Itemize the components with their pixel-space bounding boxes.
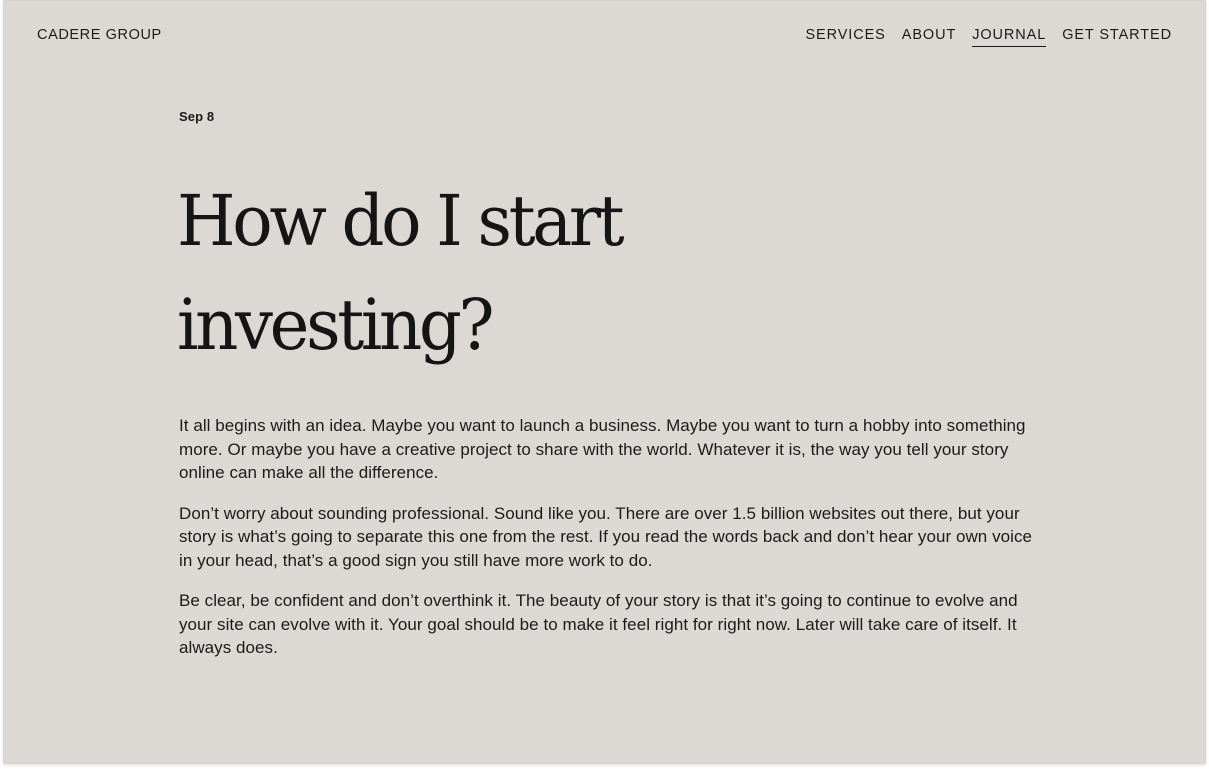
post-paragraph: Don’t worry about sounding professional. Sound like you. There are over 1.5 billion websites out there, but your story is what’s going to separate this one from the rest. If you read the words back and don’t hear your own voice in your head, that’s a good sign you still have more work to do.: [179, 503, 1033, 570]
post-paragraph: It all begins with an idea. Maybe you want to launch a business. Maybe you want to turn a hobby into something more. Or maybe you have a creative project to share with the world. Whatever it is, the way you tell your story online can make all the difference.: [179, 416, 1026, 482]
post-body: [179, 414, 1049, 677]
nav-get-started-link[interactable]: GET STARTED: [1062, 27, 1172, 43]
nav-journal-link[interactable]: JOURNAL: [972, 26, 1046, 47]
post-title: How do I start investing?: [177, 180, 622, 366]
post-date: Sep 8: [179, 109, 215, 124]
page: [3, 0, 1206, 764]
nav-services-link[interactable]: SERVICES: [805, 27, 886, 43]
nav-about-link[interactable]: ABOUT: [901, 27, 957, 43]
brand-logo-link[interactable]: CADERE GROUP: [37, 27, 162, 43]
main-nav: [805, 26, 1172, 47]
post-paragraph: Be clear, be confident and don’t overthink it. The beauty of your story is that it’s going to continue to evolve and your site can evolve with it. Your goal should be to make it feel right for right now. Later will take care of itself. It always does.: [179, 591, 1018, 657]
